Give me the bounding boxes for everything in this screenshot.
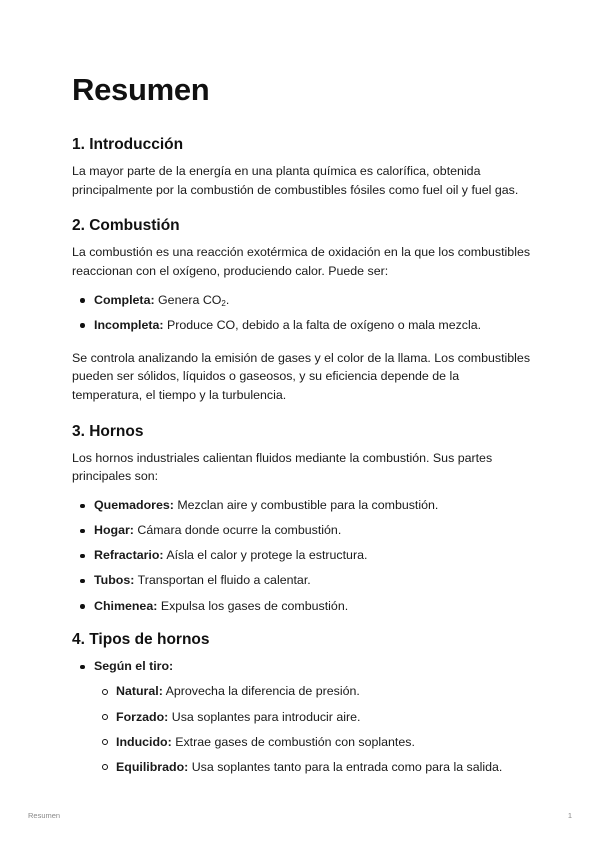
item-text: Usa soplantes para introducir aire. [171, 709, 361, 724]
item-label: Refractario: [94, 548, 164, 563]
list-item [72, 291, 532, 310]
paragraph: La combustión es una reacción exotérmica de oxidación en la que los combustibles reaccionan con el oxígeno, produciendo calor. Puede ser: [72, 245, 531, 279]
section-introduccion [72, 134, 532, 199]
section-heading: 4. Tipos de hornos [72, 631, 210, 649]
item-text: Expulsa los gases de combustión. [160, 598, 349, 613]
bullet-list [72, 496, 532, 615]
item-label: Chimenea: [94, 598, 158, 613]
page-title: Resumen [72, 72, 210, 107]
page-footer [28, 811, 572, 820]
list-item [72, 571, 532, 590]
section-heading: 1. Introducción [72, 136, 184, 153]
item-text: Transportan el fluido a calentar. [137, 573, 311, 588]
page-number: 1 [567, 811, 572, 820]
nested-list-item [94, 733, 532, 752]
nested-list-item [94, 758, 532, 777]
item-label: Equilibrado: [116, 759, 189, 774]
item-label: Tubos: [94, 573, 135, 588]
list-item [72, 496, 532, 515]
paragraph: Los hornos industriales calientan fluidos mediante la combustión. Sus partes principales son: [72, 450, 493, 484]
list-item [72, 521, 532, 540]
item-text: Usa soplantes tanto para la entrada como para la salida. [191, 759, 503, 774]
list-item [72, 597, 532, 616]
footer-title: Resumen [28, 811, 61, 820]
item-label: Forzado: [116, 709, 169, 724]
item-text-end: . [225, 292, 230, 307]
subscript: 2 [221, 298, 226, 308]
bullet-list [72, 657, 532, 776]
nested-list-item [94, 708, 532, 727]
list-item [72, 546, 532, 565]
list-item [72, 316, 532, 335]
item-label: Completa: [94, 292, 155, 307]
section-heading: 3. Hornos [72, 422, 144, 440]
item-label: Según el tiro: [94, 659, 174, 674]
section-combustion [72, 215, 532, 404]
bullet-list [72, 291, 532, 335]
section-tipos-de-hornos [72, 629, 532, 776]
item-text: Mezclan aire y combustible para la combustión. [177, 498, 439, 513]
list-item [72, 657, 532, 776]
item-label: Natural: [116, 684, 163, 699]
document-page [72, 70, 532, 790]
item-text: Genera CO [158, 292, 222, 307]
paragraph: Se controla analizando la emisión de gases y el color de la llama. Los combustibles pueden ser sólidos, líquidos o gaseosos, y su eficiencia depende de la temperatura, el tiempo y la turbulencia. [72, 350, 531, 403]
item-text: Produce CO, debido a la falta de oxígeno o mala mezcla. [167, 317, 482, 332]
nested-list [94, 682, 532, 776]
section-heading: 2. Combustión [72, 217, 180, 235]
item-label: Quemadores: [94, 498, 174, 513]
item-label: Inducido: [116, 734, 172, 749]
item-label: Hogar: [94, 523, 134, 538]
item-text: Aprovecha la diferencia de presión. [165, 684, 360, 699]
item-text: Aísla el calor y protege la estructura. [166, 548, 368, 563]
item-text: Extrae gases de combustión con soplantes. [175, 734, 415, 749]
item-label: Incompleta: [94, 317, 164, 332]
nested-list-item [94, 682, 532, 701]
section-hornos [72, 421, 532, 615]
item-text: Cámara donde ocurre la combustión. [137, 523, 342, 538]
paragraph: La mayor parte de la energía en una planta química es calorífica, obtenida principalmente por la combustión de combustibles fósiles como fuel oil y fuel gas. [72, 164, 519, 197]
